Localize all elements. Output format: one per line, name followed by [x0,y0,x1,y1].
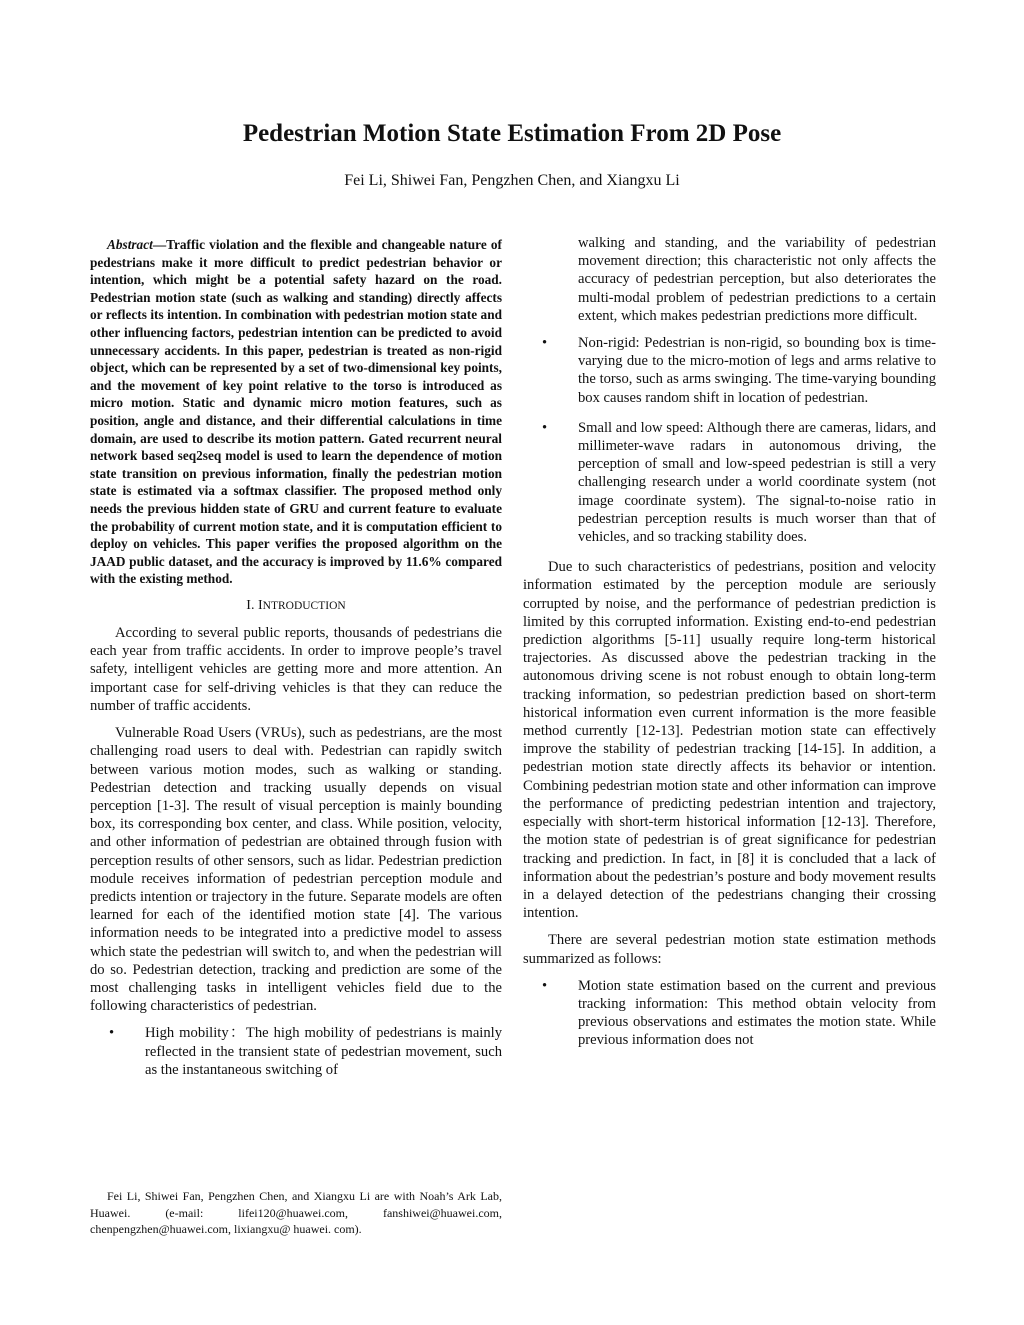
left-column [90,236,502,1091]
section-heading-introduction [90,597,502,615]
right-paragraph-1: Due to such characteristics of pedestrians, position and velocity information estimated by the perception module are seriously corrupted by noise, and the performance of pedestrian prediction is limited by this corrupted information. Existing end-to-end pedestrian prediction algorithms [5-11] usually require long-term historical trajectories. As discussed above the pedestrian tracking in the autonomous driving scene is not robust enough to obtain long-term tracking information, so pedestrian prediction based on short-term historical information even current information is the more feasible method currently [12-13]. Pedestrian motion state can effectively improve the stability of pedestrian tracking [14-15]. In addition, a pedestrian motion state directly affects its behavior or intention. Combining pedestrian motion state and other information can improve the performance of predicting pedestrian intention and trajectory, especially with short-term historical information [12-13]. Therefore, the motion state of pedestrian is of great significance for pedestrian tracking and prediction. In fact, in [8] it is concluded that a lack of information about the pedestrian’s posture and body movement results in a delayed detection of the pedestrians changing their crossing intention. [523,559,936,922]
right-column [523,234,936,1062]
bullet-small-low-speed [523,419,936,546]
section-title-rest: NTRODUCTION [262,599,346,612]
bullet-icon: • [542,419,548,436]
intro-paragraph-1: According to several public reports, thousands of pedestrians die each year from traffic accidents. In order to improve people’s travel safety, intelligent vehicles are getting more and more attention. An important case for self-driving vehicles is that they can reduce the number of traffic accidents. [90,625,502,714]
bullet-text: Non-rigid: Pedestrian is non-rigid, so bounding box is time-varying due to the micro-motion of legs and arms relative to the torso, such as arms swinging. The time-varying bounding box causes random shift in location of pedestrian. [578,335,936,406]
abstract-dash: — [152,237,167,252]
intro-paragraph-2: Vulnerable Road Users (VRUs), such as pedestrians, are the most challenging road users to deal with. Pedestrian can rapidly switch between various motion modes, such as walking or standing. Pedestrian detection and tracking usually depends on visual perception [1-3]. The result of visual perception is mainly bounding box, its corresponding box center, and class. While position, velocity, and other information of pedestrian are obtained through fusion with perception results of other sensors, such as lidar. Pedestrian prediction module receives information of pedestrian perception module and predicts intention or trajectory in the future. Separate models are often learned for each of the identified motion state [4]. The various information needs to be integrated into a predictive model to assess which state the pedestrian will switch to, and when the pedestrian will do so. Pedestrian detection, tracking and prediction are some of the most challenging tasks in intelligent vehicles field due to the following characteristics of pedestrian. [90,725,502,1015]
bullet-motion-state-estimation [523,977,936,1050]
bullet-high-mobility [90,1024,502,1079]
bullet-continuation: walking and standing, and the variability of pedestrian movement direction; this characteristic not only affects the accuracy of pedestrian perception, but also deteriorates the multi-modal problem of pedestrian predictions to a certain extent, which makes pedestrian predictions more difficult. [578,235,936,324]
bullet-text: Motion state estimation based on the current and previous tracking information: This method obtain velocity from previous observations and estimates the motion state. While previous information does not [578,977,936,1049]
bullet-icon: • [542,335,548,352]
author-list: Fei Li, Shiwei Fan, Pengzhen Chen, and Xiangxu Li [344,172,680,189]
abstract-label: Abstract [107,237,153,252]
bullet-icon: • [109,1025,115,1042]
paper-title: Pedestrian Motion State Estimation From 2D Pose [242,120,782,147]
section-title-initial: I [257,597,263,613]
abstract-text: Traffic violation and the flexible and changeable nature of pedestrians make it more difficult to predict pedestrian behavior or intention, which might be a potential safety hazard on the road. Pedestrian motion state (such as walking and standing) directly affects or reflects its intention. In combination with pedestrian motion state and other influencing factors, pedestrian intention can be predicted to avoid unnecessary accidents. In this paper, pedestrian is treated as non-rigid object, which can be represented by a set of two-dimensional key points, and the movement of key point relative to the torso is introduced as micro motion. Static and dynamic micro motion features, such as position, angle and distance, and their differential calculations in time domain, are used to describe its motion pattern. Gated recurrent neural network based seq2seq model is used to learn the dependence of motion state transition on previous information, finally the pedestrian motion state is estimated via a softmax classifier. The proposed method only needs the previous hidden state of GRU and current feature to evaluate the probability of current motion state, and it is computation efficient to deploy on vehicles. This paper verifies the proposed algorithm on the JAAD public dataset, and the accuracy is improved by 11.6% compared with the existing method. [90,237,502,587]
bullet-text: Small and low speed: Although there are cameras, lidars, and millimeter-wave radars in autonomous driving, the perception of small and low-speed pedestrian is still a very challenging research under a world coordinate system (not image coordinate system). The signal-to-noise ratio in pedestrian perception results is much worser than that of vehicles, and so tracking stability does. [578,419,936,546]
footnote: Fei Li, Shiwei Fan, Pengzhen Chen, and Xiangxu Li are with Noah’s Ark Lab, Huawei. (e-mail: lifei120@huawei.com, fanshiwei@huawei.com, chenpengzhen@huawei.com, lixiangxu@ huawei. com). [90,1189,502,1236]
bullet-icon: • [542,977,548,994]
section-number: I. [246,597,255,613]
right-paragraph-2: There are several pedestrian motion state estimation methods summarized as follows: [523,932,936,967]
bullet-text: High mobility：The high mobility of pedestrians is mainly reflected in the transient state of pedestrian movement, such as the instantaneous switching of [145,1025,502,1078]
bullet-non-rigid [523,334,936,407]
abstract [90,236,502,588]
